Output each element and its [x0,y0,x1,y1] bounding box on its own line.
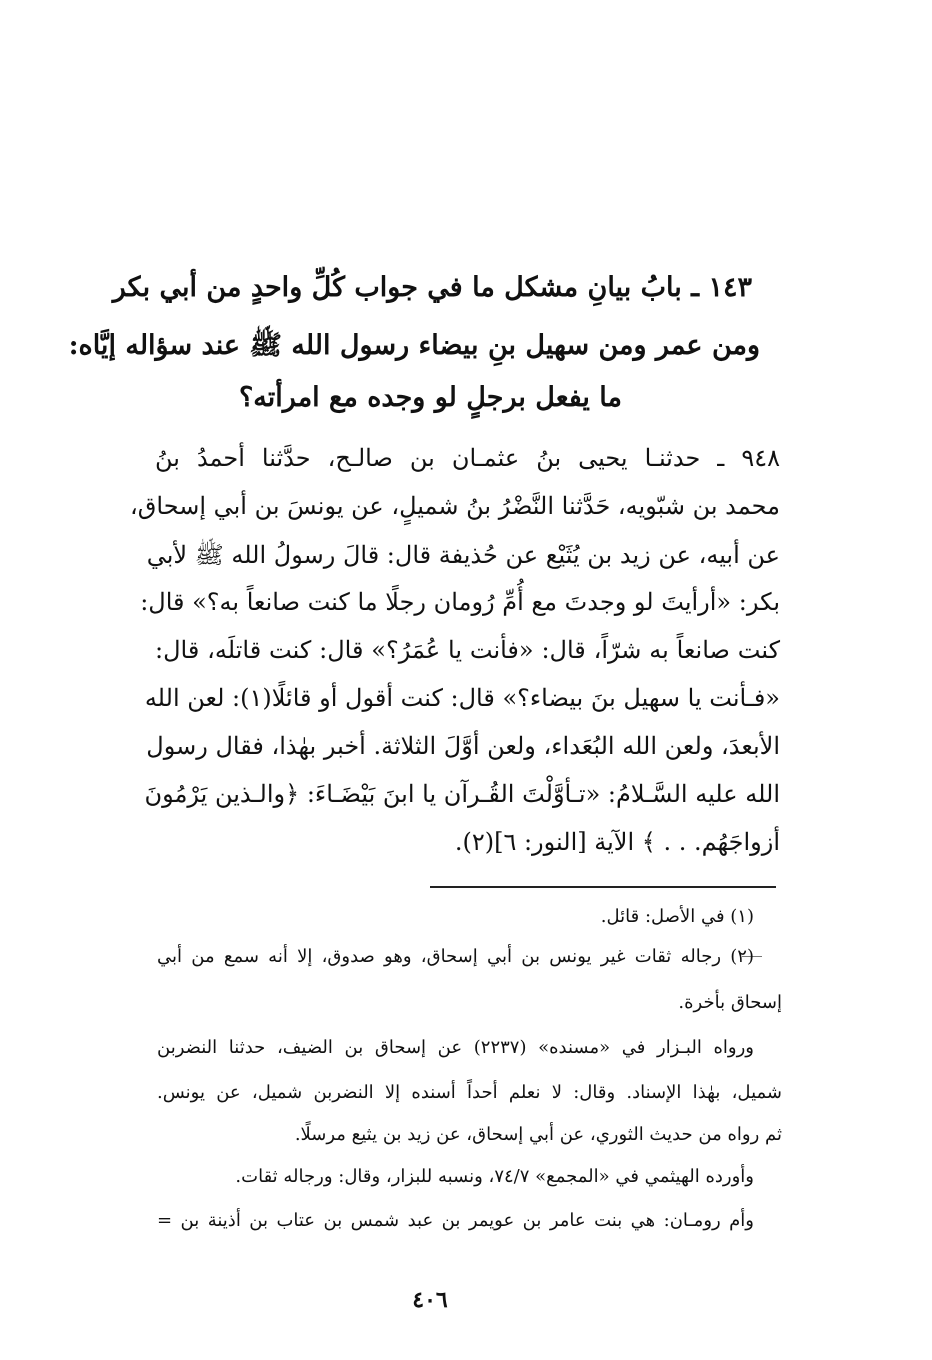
chapter-heading-line-3: ما يفعل برجلٍ لو وجده مع امرأته؟ [238,382,622,413]
footnote-2-line-2: إسحاق بأخرة. [678,992,782,1013]
footnote-2-line-1: (٢) رجاله ثقات غير يونس بن أبي إسحاق، وهو صدوق، إلا أنه سمع من أبي [157,946,754,967]
hadith-line-7: الأبعدَ، ولعن الله البُعَداء، ولعن أوَّلَ الثلاثة. أخبر بهٰذا، فقال رسول [146,732,780,760]
footnote-2-line-5: ثم رواه من حديث الثوري، عن أبي إسحاق، عن زيد بن يثيع مرسلًا. [294,1124,782,1145]
page-number: ٤٠٦ [412,1287,448,1313]
footnote-2-line-6: وأورده الهيثمي في «المجمع» ٧٤/٧، ونسبه للبزار، وقال: ورجاله ثقات. [235,1166,754,1187]
hadith-line-2: محمد بن شبّويه، حَدَّثنا النَّضْرُ بنُ شميلٍ، عن يونسَ بن أبي إسحاق، [130,492,780,520]
footnote-2-line-3: ورواه البـزار في «مسنده» (٢٢٣٧) عن إسحاق بن الضيف، حدثنا النضربن [157,1037,754,1058]
footnote-1: (١) في الأصل: قائل. [600,906,754,927]
hadith-line-9: أزواجَهُم. . . ﴾ الآية [النور: ٦](٢). [454,828,780,856]
hadith-line-3: عن أبيه، عن زيد بن يُثَيْع عن حُذيفة قال: قالَ رسولُ الله ﷺ لأبي [146,541,780,569]
hadith-line-4: بكر: «أرأيتَ لو وجدتَ مع أُمِّ رُومان رجلًا ما كنت صانعاً به؟» قال: [140,588,780,616]
chapter-heading-line-1: ١٤٣ ـ بابُ بيانِ مشكل ما في جواب كُلِّ واحدٍ من أبي بكر [112,272,752,303]
hadith-line-5: كنت صانعاً به شرّاً، قال: «فأنت يا عُمَرُ؟» قال: كنت قاتلَه، قال: [155,636,780,664]
hadith-line-1: ٩٤٨ ـ حدثنـا يحيى بنُ عثمـان بن صالـح، حدَّثنا أحمدُ بنُ [155,444,781,472]
hadith-line-6: «فـأنت يا سهيل بنَ بيضاء؟» قال: كنت أقول أو قائلًا(١): لعن الله [144,684,780,712]
hadith-line-8: الله عليه السَّـلامُ: «تـأوَّلْتَ القُـرآن يا ابنَ بَيْضَـاءَ: ﴿والـذين يَرْمُونَ [144,780,780,808]
footnote-separator [430,886,776,888]
chapter-heading-line-2: ومن عمر ومن سهيل بنِ بيضاء رسول الله ﷺ عند سؤاله إيَّاه: [68,330,760,361]
footnote-2-line-4: شميل، بهٰذا الإسناد. وقال: لا نعلم أحداً أسنده إلا النضربن شميل، عن يونس. [157,1082,782,1103]
footnote-2-line-7: وأم رومـان: هي بنت عامر بن عويمر بن عبد شمس بن عتاب بن أذينة بن = [157,1210,754,1231]
